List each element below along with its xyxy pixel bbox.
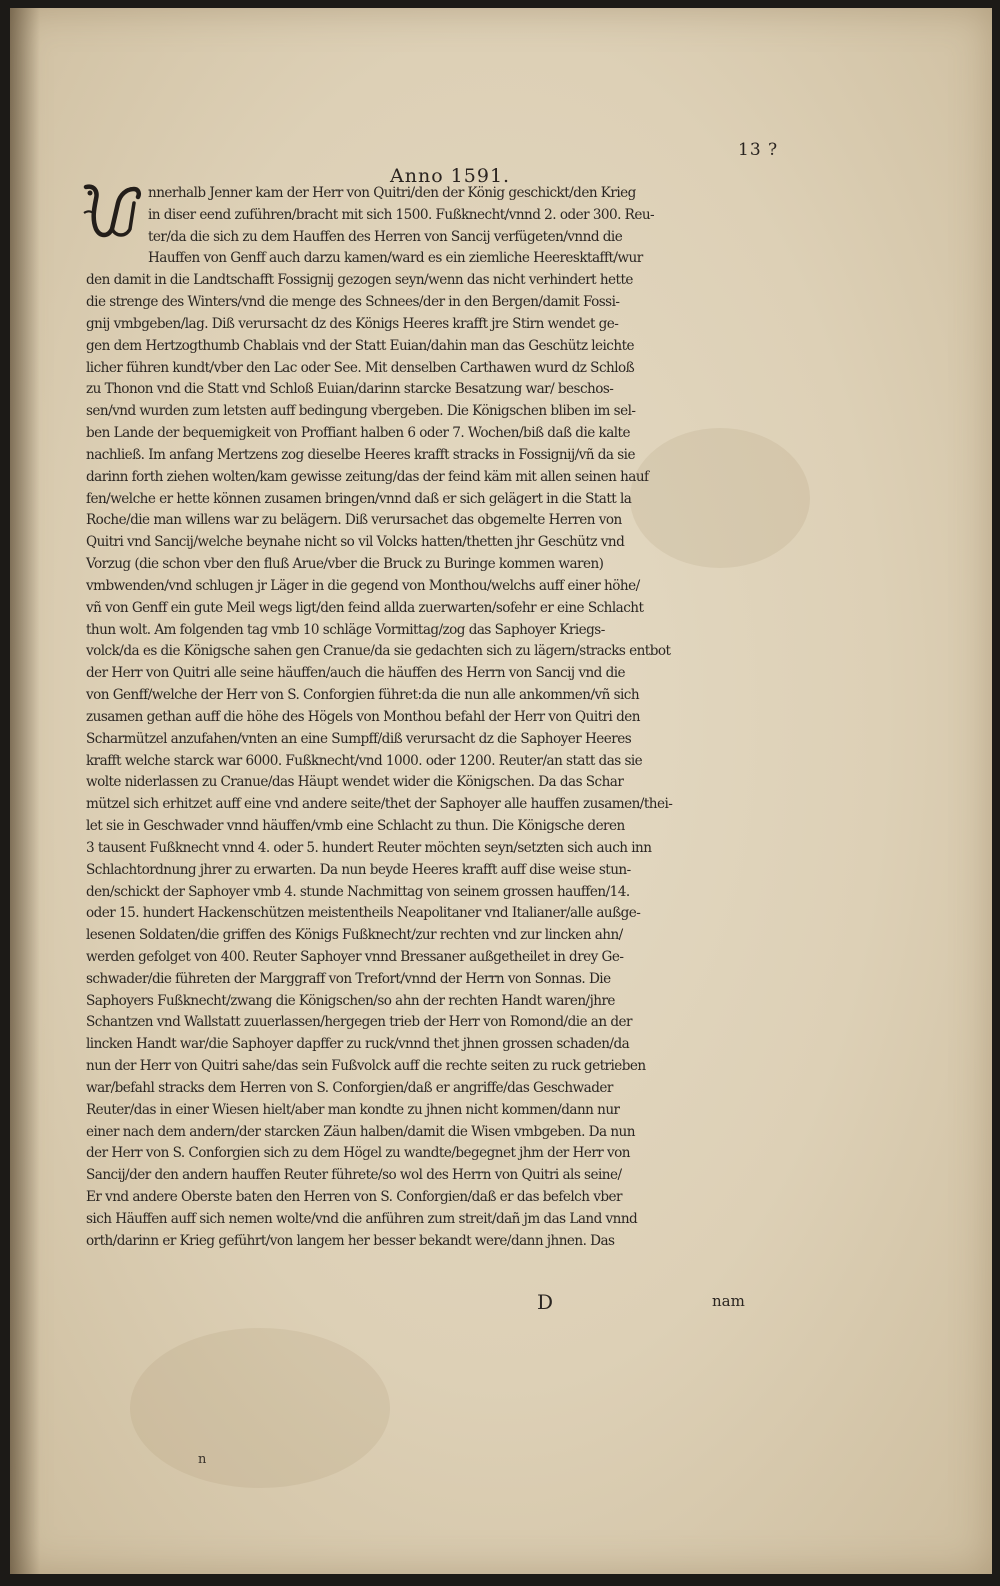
text-line: let sie in Geschwader vnnd häuffen/vmb eine Schlacht zu thun. Die Königsche deren — [86, 818, 625, 835]
text-line: Schlachtordnung jhrer zu erwarten. Da nun beyde Heeres krafft auff dise weise stun- — [86, 861, 631, 878]
running-head: Anno 1591. — [390, 165, 511, 187]
body-text — [86, 183, 762, 1274]
text-line: werden gefolget von 400. Reuter Saphoyer vnnd Bressaner außgetheilet in drey Ge- — [86, 948, 624, 965]
text-line: ben Lande der bequemigkeit von Proffiant halben 6 oder 7. Wochen/biß daß die kalte — [86, 425, 630, 442]
text-line: Quitri vnd Sancij/welche beynahe nicht so vil Volcks hatten/thetten jhr Geschütz vnd — [86, 534, 625, 551]
text-line: in diser eend zuführen/bracht mit sich 1500. Fußknecht/vnnd 2. oder 300. Reu- — [148, 206, 655, 223]
text-line: vmbwenden/vnd schlugen jr Läger in die gegend von Monthou/welchs auff einer höhe/ — [86, 577, 640, 594]
text-line: den damit in die Landtschafft Fossignij gezogen seyn/wenn das nicht verhindert hette — [86, 272, 633, 289]
signature-mark: D — [537, 1290, 554, 1314]
text-line: oder 15. hundert Hackenschützen meistentheils Neapolitaner vnd Italianer/alle außge- — [86, 905, 641, 922]
text-line: die strenge des Winters/vnd die menge des Schnees/der in den Bergen/damit Fossi- — [86, 294, 620, 311]
text-line: Scharmützel anzufahen/vnten an eine Sumpff/diß verursacht dz die Saphoyer Heeres — [86, 730, 632, 747]
text-line: krafft welche starck war 6000. Fußknecht/vnd 1000. oder 1200. Reuter/an statt das sie — [86, 752, 643, 769]
text-line: von Genff/welche der Herr von S. Conforgien führet:da die nun alle ankommen/vñ sich — [86, 687, 640, 704]
text-line: Er vnd andere Oberste baten den Herren von S. Conforgien/daß er das befelch vber — [86, 1189, 622, 1206]
text-line: nun der Herr von Quitri sahe/das sein Fußvolck auff die rechte seiten zu ruck getrieben — [86, 1058, 646, 1075]
text-line: Reuter/das in einer Wiesen hielt/aber man kondte zu jhnen nicht kommen/dann nur — [86, 1101, 620, 1118]
text-line: sich Häuffen auff sich nemen wolte/vnd die anführen zum streit/dañ jm das Land vnnd — [86, 1210, 638, 1227]
text-line: schwader/die führeten der Marggraff von Trefort/vnnd der Herrn von Sonnas. Die — [86, 970, 611, 987]
folio-number: 13 ? — [738, 140, 779, 160]
text-line: Hauffen von Genff auch darzu kamen/ward es ein ziemliche Heeresktafft/wur — [148, 250, 643, 267]
text-line: war/befahl stracks dem Herren von S. Conforgien/daß er angriffe/das Geschwader — [86, 1079, 613, 1096]
text-line: mützel sich erhitzet auff eine vnd andere seite/thet der Saphoyer alle hauffen zusamen/thei- — [86, 796, 673, 813]
text-line: Roche/die man willens war zu belägern. Diß verursachet das obgemelte Herren von — [86, 512, 622, 529]
text-line: der Herr von Quitri alle seine häuffen/auch die häuffen des Herrn von Sancij vnd die — [86, 665, 626, 682]
text-line: den/schickt der Saphoyer vmb 4. stunde Nachmittag von seinem grossen hauffen/14. — [86, 883, 630, 900]
text-line: lesenen Soldaten/die griffen des Königs Fußknecht/zur rechten vnd zur lincken ahn/ — [86, 927, 623, 944]
bottom-mark: n — [198, 1452, 207, 1467]
text-line: Vorzug (die schon vber den fluß Arue/vber die Bruck zu Buringe kommen waren) — [86, 556, 604, 573]
text-line: darinn forth ziehen wolten/kam gewisse zeitung/das der feind käm mit allen seinen hauf — [86, 468, 649, 485]
text-line: lincken Handt war/die Saphoyer dapffer zu ruck/vnnd thet jhnen grossen schaden/da — [86, 1036, 630, 1053]
text-line: ter/da die sich zu dem Hauffen des Herren von Sancij verfügeten/vnnd die — [148, 228, 623, 245]
text-line: wolte niderlassen zu Cranue/das Häupt wendet wider die Königschen. Da das Schar — [86, 774, 624, 791]
text-line: nnerhalb Jenner kam der Herr von Quitri/den der König geschickt/den Krieg — [148, 185, 636, 201]
catchword: nam — [712, 1292, 745, 1310]
text-line: nachließ. Im anfang Mertzens zog dieselbe Heeres krafft stracks in Fossignij/vñ da sie — [86, 446, 635, 463]
text-line: gnij vmbgeben/lag. Diß verursacht dz des Königs Heeres krafft jre Stirn wendet ge- — [86, 315, 619, 332]
text-line: sen/vnd wurden zum letsten auff bedingung vbergeben. Die Königschen bliben im sel- — [86, 403, 636, 420]
text-line: orth/darinn er Krieg geführt/von langem her besser bekandt were/dann jhnen. Das — [86, 1232, 615, 1249]
text-line: Saphoyers Fußknecht/zwang die Königschen/so ahn der rechten Handt waren/jhre — [86, 992, 615, 1009]
paper-stain — [130, 1328, 390, 1488]
text-line: fen/welche er hette können zusamen bringen/vnnd daß er sich gelägert in die Statt la — [86, 490, 632, 507]
binding-shadow — [10, 8, 40, 1574]
text-line — [86, 1253, 762, 1275]
text-line: zusamen gethan auff die höhe des Högels von Monthou befahl der Herr von Quitri den — [86, 708, 640, 725]
text-line: thun wolt. Am folgenden tag vmb 10 schläge Vormittag/zog das Saphoyer Kriegs- — [86, 621, 605, 638]
text-line: licher führen kundt/vber den Lac oder See. Mit denselben Carthawen wurd dz Schloß — [86, 359, 635, 376]
text-line: zu Thonon vnd die Statt vnd Schloß Euian/darinn starcke Besatzung war/ beschos- — [86, 381, 614, 398]
text-line: Schantzen vnd Wallstatt zuuerlassen/hergegen trieb der Herr von Romond/die an der — [86, 1014, 632, 1031]
text-line: 3 tausent Fußknecht vnnd 4. oder 5. hundert Reuter möchten seyn/setzten sich auch inn — [86, 839, 652, 856]
text-line: vñ von Genff ein gute Meil wegs ligt/den feind allda zuerwarten/sofehr er eine Schlacht — [86, 599, 644, 616]
text-line: einer nach dem andern/der starcken Zäun halben/damit die Wisen vmbgeben. Da nun — [86, 1123, 635, 1140]
text-line: der Herr von S. Conforgien sich zu dem Högel zu wandte/begegnet jhm der Herr von — [86, 1145, 630, 1162]
text-line: volck/da es die Königsche sahen gen Cranue/da sie gedachten sich zu lägern/stracks entbot — [86, 643, 671, 660]
text-line: gen dem Hertzogthumb Chablais vnd der Statt Euian/dahin man das Geschütz leichte — [86, 337, 634, 354]
text-line: Sancij/der den andern hauffen Reuter führete/so wol des Herrn von Quitri als seine/ — [86, 1167, 622, 1184]
